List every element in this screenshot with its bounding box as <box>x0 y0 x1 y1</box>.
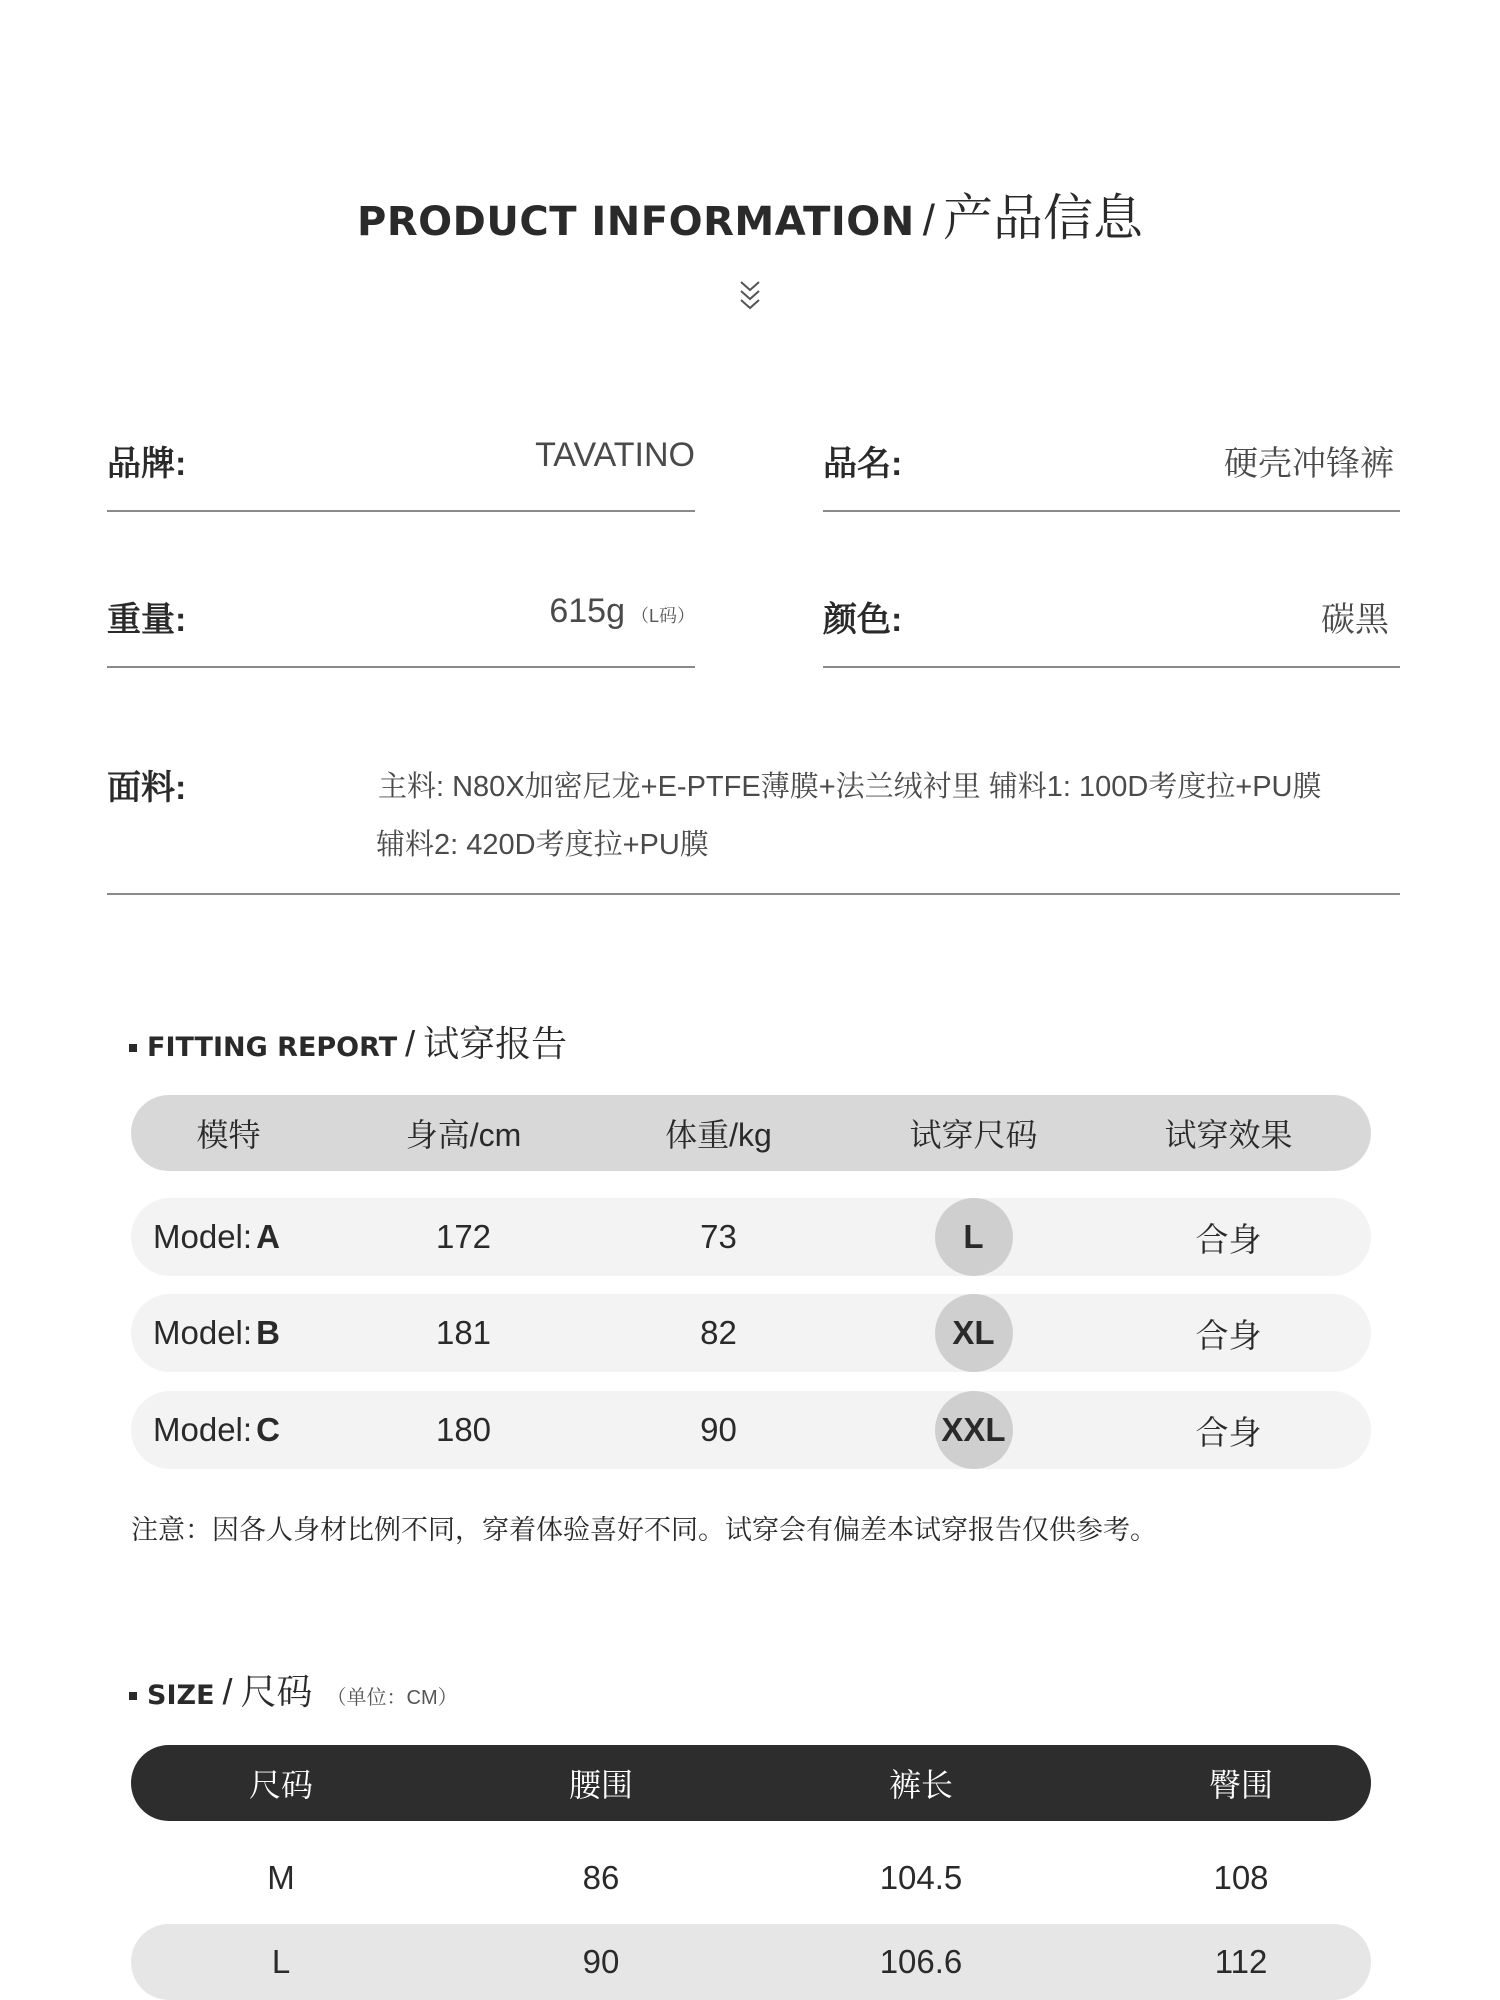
model-letter: A <box>256 1218 280 1255</box>
size-table-header <box>131 1745 1371 1821</box>
fabric-line-2: 辅料2: 420D考度拉+PU膜 <box>376 829 709 861</box>
size-heading-zh: 尺码 <box>240 1671 313 1712</box>
page-title-en: PRODUCT INFORMATION <box>357 199 915 245</box>
weight-size-note: （L码） <box>630 606 695 626</box>
size-cell <box>866 1294 1081 1372</box>
weight-value <box>549 592 695 631</box>
model-cell <box>131 1391 356 1469</box>
double-chevron-down-icon <box>738 278 762 314</box>
fabric-line-1: 主料: N80X加密尼龙+E-PTFE薄膜+法兰绒衬里 辅料1: 100D考度拉+PU膜 <box>378 771 1322 803</box>
size-unit: （单位：CM） <box>326 1687 458 1709</box>
column-header-waist: 腰围 <box>568 1767 633 1803</box>
weight-amount: 615g <box>549 592 625 630</box>
heading-separator: / <box>405 1023 416 1064</box>
column-header-size: 尺码 <box>248 1767 313 1803</box>
table-row <box>131 1391 1371 1469</box>
size-badge: XXL <box>935 1391 1013 1469</box>
divider <box>107 893 1400 895</box>
size-heading-en: SIZE <box>147 1680 215 1711</box>
length-cell: 106.6 <box>879 1943 963 1980</box>
column-header-model: 模特 <box>196 1117 261 1153</box>
model-prefix: Model: <box>153 1218 253 1255</box>
bullet-icon <box>129 1044 137 1052</box>
size-value-cell: M <box>267 1859 295 1896</box>
table-row <box>131 1924 1371 2000</box>
length-cell: 104.5 <box>879 1859 963 1896</box>
model-prefix: Model: <box>153 1314 253 1351</box>
bullet-icon <box>129 1692 137 1700</box>
column-header-fit: 试穿效果 <box>1164 1117 1293 1153</box>
product-name-label: 品名: <box>823 445 903 483</box>
weight-cell: 73 <box>700 1218 737 1255</box>
size-cell <box>866 1198 1081 1276</box>
table-row <box>131 1294 1371 1372</box>
hip-cell: 112 <box>1214 1943 1268 1980</box>
column-header-length: 裤长 <box>888 1767 953 1803</box>
weight-cell: 82 <box>700 1314 737 1351</box>
page-title-zh: 产品信息 <box>942 190 1143 246</box>
column-header-hip: 臀围 <box>1208 1767 1273 1803</box>
title-separator: / <box>922 196 935 245</box>
size-value-cell: L <box>271 1943 291 1980</box>
column-header-height: 身高/cm <box>405 1117 522 1153</box>
model-cell <box>131 1198 356 1276</box>
fitting-table-header <box>131 1095 1371 1171</box>
model-letter: C <box>256 1411 280 1448</box>
weight-cell: 90 <box>700 1411 737 1448</box>
model-cell <box>131 1294 356 1372</box>
height-cell: 180 <box>435 1411 492 1448</box>
fit-cell: 合身 <box>1195 1220 1262 1258</box>
fit-cell: 合身 <box>1195 1316 1262 1354</box>
fitting-heading-en: FITTING REPORT <box>147 1032 398 1063</box>
height-cell: 172 <box>435 1218 492 1255</box>
product-name-value: 硬壳冲锋裤 <box>1224 445 1394 483</box>
table-row <box>131 1198 1371 1276</box>
waist-cell: 86 <box>582 1859 620 1896</box>
page-title <box>0 178 1500 250</box>
model-prefix: Model: <box>153 1411 253 1448</box>
hip-cell: 108 <box>1213 1859 1269 1896</box>
fitting-report-heading <box>129 1016 567 1067</box>
fitting-heading-zh: 试穿报告 <box>423 1023 568 1064</box>
size-heading <box>129 1664 458 1715</box>
model-letter: B <box>256 1314 280 1351</box>
size-cell <box>866 1391 1081 1469</box>
column-header-size: 试穿尺码 <box>909 1117 1038 1153</box>
color-value: 碳黑 <box>1321 601 1389 639</box>
height-cell: 181 <box>435 1314 492 1351</box>
divider <box>107 510 695 512</box>
divider <box>823 510 1400 512</box>
divider <box>823 666 1400 668</box>
brand-label: 品牌: <box>107 445 187 483</box>
fitting-note: 注意：因各人身材比例不同，穿着体验喜好不同。试穿会有偏差本试穿报告仅供参考。 <box>131 1515 1157 1545</box>
fabric-label: 面料: <box>107 769 187 807</box>
fit-cell: 合身 <box>1195 1413 1262 1451</box>
color-label: 颜色: <box>823 601 903 639</box>
size-badge: L <box>935 1198 1013 1276</box>
weight-label: 重量: <box>107 601 187 639</box>
heading-separator: / <box>222 1671 233 1712</box>
table-row <box>131 1840 1371 1916</box>
size-badge: XL <box>935 1294 1013 1372</box>
waist-cell: 90 <box>582 1943 620 1980</box>
brand-value: TAVATINO <box>535 436 695 474</box>
column-header-weight: 体重/kg <box>665 1117 772 1153</box>
divider <box>107 666 695 668</box>
